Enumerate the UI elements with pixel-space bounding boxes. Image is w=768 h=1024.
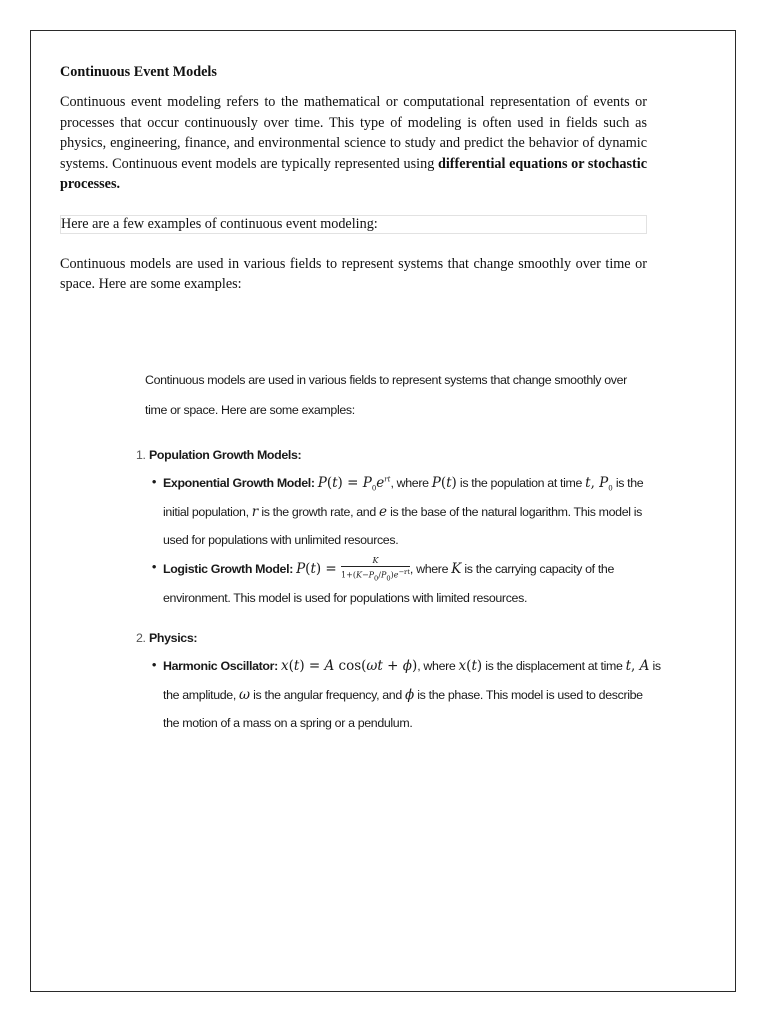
screenshot-intro-line-1: Continuous models are used in various fields to represent systems that change smoothly over: [145, 373, 627, 387]
exponential-line-3: used for populations with unlimited resources.: [163, 533, 399, 547]
exponential-tail-1: is the population at time: [459, 476, 583, 490]
physics-title: Physics:: [149, 631, 198, 645]
logistic-where: , where: [409, 562, 449, 577]
document-body: [60, 63, 647, 309]
omega-symbol: ω: [239, 687, 251, 703]
intro-paragraph-text: Continuous event modeling refers to the mathematical or computational representation of events or processes that occur continuously over time. This type of modeling is often used in fields such as physics, engineering, finance, and environmental science to study and predict the behavior of dynamic systems. Continuous event models are typically represented using: [60, 94, 647, 172]
oscillator-tail-1: is the displacement at time: [485, 659, 623, 673]
population-title: Population Growth Models:: [149, 448, 302, 462]
oscillator-where: , where: [417, 659, 456, 673]
oscillator-line-2: [163, 687, 643, 703]
ta-symbol: t, A: [625, 658, 650, 674]
bullet-icon: •: [152, 475, 156, 489]
e-symbol: e: [378, 504, 387, 520]
exponential-line-2b: is the growth rate, and: [261, 505, 376, 519]
exponential-line-2a: initial population,: [163, 505, 249, 519]
xt-symbol: x(t): [458, 658, 483, 674]
r-symbol: r: [251, 504, 259, 520]
logistic-tail: is the carrying capacity of the: [464, 562, 615, 577]
exponential-tail-2: is the: [615, 476, 644, 490]
models-paragraph: Continuous models are used in various fields to represent systems that change smoothly over time or space. Here are some examples:: [60, 255, 647, 292]
oscillator-line-2c: is the phase. This model is used to describe: [417, 688, 643, 702]
oscillator-line-2a: the amplitude,: [163, 688, 236, 702]
bullet-icon: •: [152, 560, 156, 574]
list-number-2: 2.: [136, 631, 146, 645]
section-heading: Continuous Event Models: [60, 64, 217, 80]
phi-symbol: ϕ: [404, 687, 415, 703]
exponential-line-2c: is the base of the natural logarithm. This model is: [390, 505, 642, 519]
pt-symbol: P(t): [431, 475, 457, 491]
list-item-physics: [136, 631, 198, 645]
logistic-line-2: environment. This model is used for populations with limited resources.: [163, 591, 528, 605]
intro-paragraph: [60, 92, 647, 195]
exponential-line-2: [163, 504, 642, 520]
intro-paragraph-bold: differential equations or stochastic processes.: [60, 155, 648, 192]
logistic-label: Logistic Growth Model:: [163, 562, 293, 577]
oscillator-line-3: the motion of a mass on a spring or a pendulum.: [163, 716, 413, 730]
screenshot-intro-line-2: time or space. Here are some examples:: [145, 403, 355, 417]
oscillator-tail-2: is: [652, 659, 661, 673]
t-symbol: t, $P_0$: [585, 475, 613, 493]
exponential-formula: $P(t) = P_0e^{rt}$: [317, 475, 391, 493]
oscillator-label: Harmonic Oscillator:: [163, 659, 278, 673]
exponential-where: , where: [390, 476, 429, 490]
k-symbol: K: [451, 561, 462, 578]
logistic-formula: P(t) = $\frac{K}{1+(K-P_0/P_0)e^{-rt}}$: [296, 556, 410, 583]
oscillator-formula: x(t) = A cos(ωt + ϕ): [280, 658, 418, 674]
examples-lead-box: Here are a few examples of continuous event modeling:: [60, 215, 647, 234]
exponential-label: Exponential Growth Model:: [163, 476, 315, 490]
list-number-1: 1.: [136, 448, 146, 462]
list-item-population: [136, 448, 302, 462]
bullet-icon: •: [152, 658, 156, 672]
oscillator-line-2b: is the angular frequency, and: [253, 688, 402, 702]
